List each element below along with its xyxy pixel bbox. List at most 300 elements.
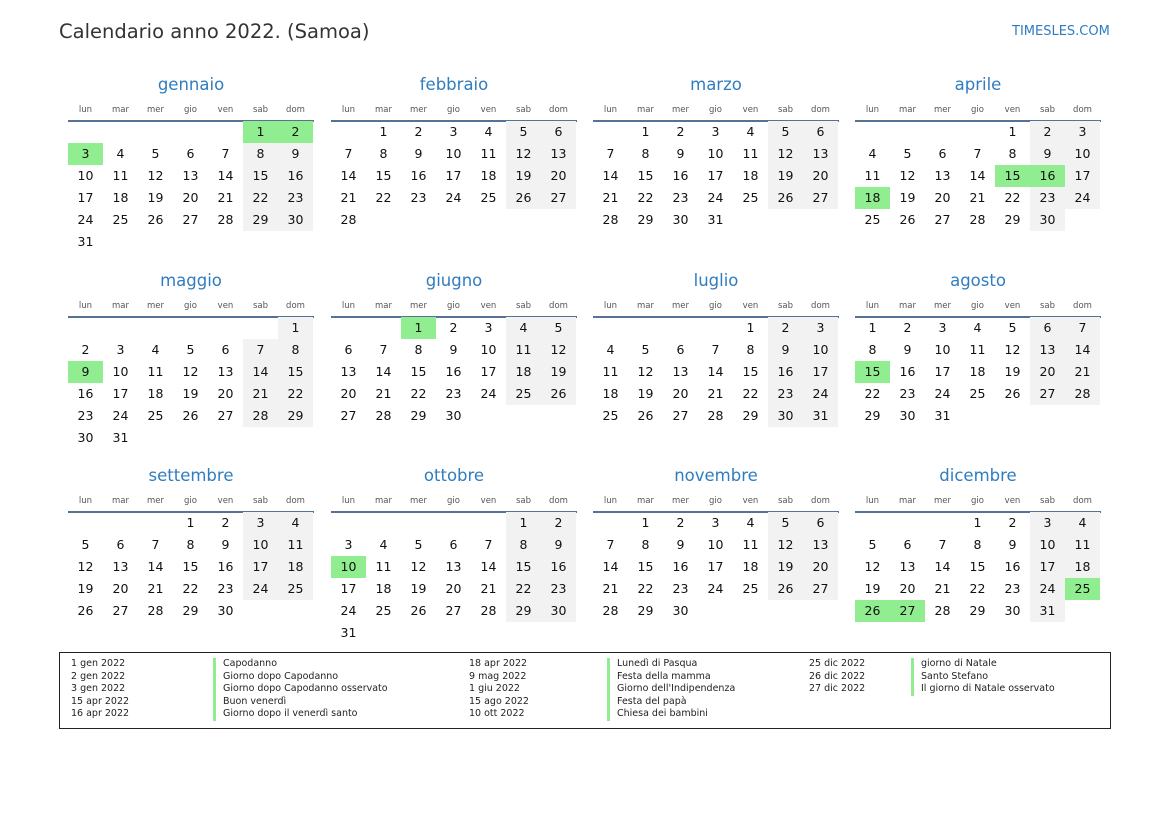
day-cell: 30 xyxy=(77,430,94,445)
day-cell: 12 xyxy=(768,143,803,165)
day-cell: 11 xyxy=(969,342,986,357)
holiday-legend xyxy=(59,652,1111,729)
weekday-label: dom xyxy=(811,301,830,311)
day-cell: 18 xyxy=(506,361,541,383)
weekday-label: dom xyxy=(549,105,568,115)
day-cell: 31 xyxy=(340,625,357,640)
day-cell: 7 xyxy=(151,537,160,552)
day-cell: 9 xyxy=(541,534,576,556)
weekday-label: mer xyxy=(146,105,164,115)
day-cell: 30 xyxy=(1004,603,1021,618)
day-cell: 18 xyxy=(112,190,129,205)
day-cell: 18 xyxy=(969,364,986,379)
day-cell: 13 xyxy=(934,168,951,183)
day-cell: 8 xyxy=(973,537,982,552)
weekday-label: mar xyxy=(637,496,654,506)
day-cell: 16 xyxy=(278,165,313,187)
weekday-label: sab xyxy=(515,105,532,115)
day-cell: 17 xyxy=(480,364,497,379)
weekday-label: ven xyxy=(742,301,759,311)
day-cell: 24 xyxy=(445,190,462,205)
day-cell: 17 xyxy=(1030,556,1065,578)
day-cell: 19 xyxy=(864,581,881,596)
site-link[interactable]: TIMESLES.COM xyxy=(1012,24,1110,39)
weekday-header xyxy=(855,105,1101,117)
day-cell: 5 xyxy=(1008,320,1017,335)
weekday-label: dom xyxy=(549,301,568,311)
day-cell: 30 xyxy=(1030,209,1065,231)
day-cell: 29 xyxy=(742,408,759,423)
holiday-day-cell: 10 xyxy=(331,556,366,578)
day-cell: 4 xyxy=(484,124,493,139)
weekday-label: dom xyxy=(1073,496,1092,506)
weekday-header xyxy=(593,301,839,313)
day-cell: 10 xyxy=(480,342,497,357)
day-cell: 8 xyxy=(414,342,423,357)
day-cell: 3 xyxy=(449,124,458,139)
weekday-label: lun xyxy=(341,496,356,506)
day-cell: 1 xyxy=(746,320,755,335)
weekday-header xyxy=(331,301,577,313)
day-cell: 29 xyxy=(182,603,199,618)
weekday-label: sab xyxy=(1039,105,1056,115)
day-cell: 10 xyxy=(803,339,838,361)
weekday-label: sab xyxy=(1039,496,1056,506)
weekday-label: lun xyxy=(603,301,618,311)
day-cell: 5 xyxy=(641,342,650,357)
weekday-label: gio xyxy=(971,496,984,506)
day-cell: 14 xyxy=(934,559,951,574)
day-cell: 4 xyxy=(1065,512,1100,534)
weekday-label: mer xyxy=(933,105,951,115)
day-cell: 8 xyxy=(641,146,650,161)
day-cell: 8 xyxy=(746,342,755,357)
month-name: luglio xyxy=(693,271,739,290)
day-cell: 17 xyxy=(707,168,724,183)
day-cell: 28 xyxy=(340,212,357,227)
month-block xyxy=(593,466,839,646)
day-cell: 8 xyxy=(1008,146,1017,161)
day-cell: 16 xyxy=(899,364,916,379)
day-cell: 17 xyxy=(112,386,129,401)
day-cell: 18 xyxy=(602,386,619,401)
day-cell: 22 xyxy=(969,581,986,596)
month-block xyxy=(331,466,577,646)
month-block xyxy=(855,466,1101,646)
day-cell: 24 xyxy=(803,383,838,405)
holiday-day-cell: 1 xyxy=(401,317,436,339)
legend-holiday-name: Giorno dopo il venerdì santo xyxy=(213,708,358,721)
weekday-label: mer xyxy=(671,105,689,115)
day-cell: 11 xyxy=(375,559,392,574)
weekday-label: ven xyxy=(480,496,497,506)
day-cell: 11 xyxy=(112,168,129,183)
day-cell: 15 xyxy=(637,559,654,574)
day-cell: 3 xyxy=(116,342,125,357)
day-cell: 4 xyxy=(116,146,125,161)
month-name: agosto xyxy=(950,271,1006,290)
day-cell: 24 xyxy=(934,386,951,401)
day-cell: 16 xyxy=(672,168,689,183)
day-cell: 12 xyxy=(77,559,94,574)
day-cell: 30 xyxy=(278,209,313,231)
holiday-day-cell: 15 xyxy=(995,165,1030,187)
day-cell: 5 xyxy=(868,537,877,552)
day-cell: 24 xyxy=(1065,187,1100,209)
day-cell: 26 xyxy=(899,212,916,227)
day-cell: 12 xyxy=(541,339,576,361)
weekday-label: ven xyxy=(480,105,497,115)
day-cell: 3 xyxy=(1065,121,1100,143)
legend-holiday-name: Giorno dopo Capodanno xyxy=(213,671,338,684)
day-cell: 31 xyxy=(1030,600,1065,622)
day-cell: 25 xyxy=(278,578,313,600)
holiday-day-cell: 15 xyxy=(855,361,890,383)
month-name: gennaio xyxy=(157,75,225,94)
day-cell: 11 xyxy=(480,146,497,161)
day-cell: 11 xyxy=(278,534,313,556)
legend-holiday-name: Giorno dopo Capodanno osservato xyxy=(213,683,388,696)
day-cell: 19 xyxy=(182,386,199,401)
day-cell: 23 xyxy=(445,386,462,401)
weekday-label: mar xyxy=(112,496,129,506)
day-cell: 14 xyxy=(969,168,986,183)
day-cell: 9 xyxy=(676,146,685,161)
day-cell: 20 xyxy=(340,386,357,401)
day-cell: 13 xyxy=(803,534,838,556)
day-cell: 14 xyxy=(375,364,392,379)
weekday-label: lun xyxy=(78,301,93,311)
day-cell: 20 xyxy=(541,165,576,187)
day-cell: 18 xyxy=(1065,556,1100,578)
day-cell: 21 xyxy=(707,386,724,401)
day-cell: 1 xyxy=(506,512,541,534)
day-cell: 7 xyxy=(606,146,615,161)
month-name: settembre xyxy=(148,466,234,485)
weekday-label: mar xyxy=(899,105,916,115)
day-cell: 4 xyxy=(506,317,541,339)
day-cell: 3 xyxy=(803,317,838,339)
day-cell: 28 xyxy=(707,408,724,423)
day-cell: 4 xyxy=(606,342,615,357)
legend-date: 9 mag 2022 xyxy=(469,670,527,682)
day-cell: 25 xyxy=(864,212,881,227)
month-block xyxy=(855,271,1101,451)
day-cell: 3 xyxy=(938,320,947,335)
day-cell: 10 xyxy=(77,168,94,183)
day-cell: 16 xyxy=(541,556,576,578)
day-cell: 20 xyxy=(182,190,199,205)
day-cell: 23 xyxy=(278,187,313,209)
day-cell: 23 xyxy=(672,581,689,596)
day-cell: 6 xyxy=(676,342,685,357)
day-cell: 26 xyxy=(410,603,427,618)
day-cell: 10 xyxy=(1065,143,1100,165)
day-cell: 12 xyxy=(864,559,881,574)
day-cell: 27 xyxy=(541,187,576,209)
weekday-label: gio xyxy=(709,301,722,311)
weekday-label: gio xyxy=(184,301,197,311)
day-cell: 6 xyxy=(449,537,458,552)
day-cell: 29 xyxy=(637,603,654,618)
day-cell: 23 xyxy=(77,408,94,423)
weekday-label: gio xyxy=(184,496,197,506)
day-cell: 23 xyxy=(217,581,234,596)
month-name: febbraio xyxy=(419,75,489,94)
day-cell: 16 xyxy=(77,386,94,401)
legend-date: 26 dic 2022 xyxy=(809,670,866,682)
day-cell: 7 xyxy=(243,339,278,361)
day-cell: 21 xyxy=(375,386,392,401)
day-cell: 13 xyxy=(803,143,838,165)
weekday-label: gio xyxy=(709,105,722,115)
day-cell: 29 xyxy=(506,600,541,622)
day-cell: 5 xyxy=(151,146,160,161)
day-cell: 23 xyxy=(899,386,916,401)
day-cell: 27 xyxy=(217,408,234,423)
day-cell: 26 xyxy=(147,212,164,227)
day-cell: 10 xyxy=(934,342,951,357)
legend-holiday-name: Festa della mamma xyxy=(607,671,711,684)
month-name: aprile xyxy=(954,75,1002,94)
day-cell: 2 xyxy=(414,124,423,139)
day-cell: 24 xyxy=(707,581,724,596)
weekday-label: lun xyxy=(603,496,618,506)
weekday-header xyxy=(331,496,577,508)
day-cell: 2 xyxy=(541,512,576,534)
day-cell: 29 xyxy=(864,408,881,423)
day-cell: 4 xyxy=(746,515,755,530)
day-cell: 2 xyxy=(768,317,803,339)
holiday-day-cell: 9 xyxy=(68,361,103,383)
day-cell: 15 xyxy=(182,559,199,574)
day-cell: 22 xyxy=(864,386,881,401)
day-cell: 14 xyxy=(1065,339,1100,361)
legend-holiday-name: Lunedì di Pasqua xyxy=(607,658,697,671)
day-cell: 26 xyxy=(768,578,803,600)
day-cell: 5 xyxy=(541,317,576,339)
day-cell: 2 xyxy=(449,320,458,335)
weekday-label: mar xyxy=(375,301,392,311)
holiday-day-cell: 25 xyxy=(1065,578,1100,600)
weekday-label: sab xyxy=(777,496,794,506)
day-cell: 27 xyxy=(1030,383,1065,405)
day-cell: 19 xyxy=(899,190,916,205)
day-cell: 1 xyxy=(278,317,313,339)
weekday-label: gio xyxy=(709,496,722,506)
day-cell: 22 xyxy=(375,190,392,205)
day-cell: 25 xyxy=(147,408,164,423)
day-cell: 7 xyxy=(221,146,230,161)
day-cell: 31 xyxy=(707,212,724,227)
day-cell: 23 xyxy=(672,190,689,205)
day-cell: 6 xyxy=(803,121,838,143)
day-cell: 30 xyxy=(768,405,803,427)
weekday-label: gio xyxy=(184,105,197,115)
day-cell: 28 xyxy=(934,603,951,618)
weekday-label: mar xyxy=(112,301,129,311)
day-cell: 23 xyxy=(768,383,803,405)
day-cell: 7 xyxy=(484,537,493,552)
day-cell: 14 xyxy=(480,559,497,574)
weekday-label: lun xyxy=(603,105,618,115)
day-cell: 31 xyxy=(803,405,838,427)
day-cell: 8 xyxy=(641,537,650,552)
day-cell: 1 xyxy=(379,124,388,139)
legend-date: 1 gen 2022 xyxy=(71,658,126,669)
day-cell: 4 xyxy=(973,320,982,335)
weekday-label: mer xyxy=(671,301,689,311)
weekday-label: mar xyxy=(112,105,129,115)
day-cell: 10 xyxy=(243,534,278,556)
weekday-label: mer xyxy=(409,105,427,115)
day-cell: 14 xyxy=(147,559,164,574)
day-cell: 4 xyxy=(151,342,160,357)
day-cell: 22 xyxy=(410,386,427,401)
day-cell: 3 xyxy=(711,515,720,530)
day-cell: 23 xyxy=(1030,187,1065,209)
day-cell: 2 xyxy=(1008,515,1017,530)
day-cell: 12 xyxy=(147,168,164,183)
weekday-header xyxy=(68,105,314,117)
day-cell: 8 xyxy=(243,143,278,165)
day-cell: 26 xyxy=(637,408,654,423)
weekday-label: mer xyxy=(671,496,689,506)
day-cell: 14 xyxy=(707,364,724,379)
weekday-label: sab xyxy=(252,496,269,506)
holiday-day-cell: 16 xyxy=(1030,165,1065,187)
day-cell: 17 xyxy=(934,364,951,379)
weekday-label: ven xyxy=(1004,496,1021,506)
day-cell: 9 xyxy=(676,537,685,552)
weekday-label: lun xyxy=(341,105,356,115)
day-cell: 22 xyxy=(637,581,654,596)
weekday-label: ven xyxy=(217,105,234,115)
day-cell: 23 xyxy=(1004,581,1021,596)
day-cell: 16 xyxy=(445,364,462,379)
day-cell: 20 xyxy=(672,386,689,401)
day-cell: 27 xyxy=(934,212,951,227)
day-cell: 19 xyxy=(541,361,576,383)
day-cell: 2 xyxy=(221,515,230,530)
day-cell: 9 xyxy=(1008,537,1017,552)
legend-holiday-name: Capodanno xyxy=(213,658,277,671)
weekday-label: lun xyxy=(865,496,880,506)
day-cell: 1 xyxy=(186,515,195,530)
weekday-label: mer xyxy=(933,496,951,506)
day-cell: 13 xyxy=(541,143,576,165)
month-block xyxy=(331,271,577,451)
day-cell: 16 xyxy=(217,559,234,574)
legend-date: 1 giu 2022 xyxy=(469,683,520,694)
day-cell: 18 xyxy=(742,168,759,183)
weekday-label: sab xyxy=(252,105,269,115)
day-cell: 6 xyxy=(221,342,230,357)
weekday-label: dom xyxy=(811,496,830,506)
day-cell: 3 xyxy=(1030,512,1065,534)
day-cell: 26 xyxy=(541,383,576,405)
day-cell: 25 xyxy=(506,383,541,405)
day-cell: 23 xyxy=(410,190,427,205)
day-cell: 31 xyxy=(77,234,94,249)
day-cell: 21 xyxy=(217,190,234,205)
month-name: dicembre xyxy=(939,466,1017,485)
day-cell: 25 xyxy=(742,190,759,205)
legend-date: 27 dic 2022 xyxy=(809,683,866,694)
weekday-label: mar xyxy=(375,105,392,115)
day-cell: 17 xyxy=(243,556,278,578)
day-cell: 27 xyxy=(340,408,357,423)
weekday-label: dom xyxy=(811,105,830,115)
day-cell: 6 xyxy=(903,537,912,552)
day-cell: 29 xyxy=(969,603,986,618)
day-cell: 15 xyxy=(375,168,392,183)
day-cell: 27 xyxy=(112,603,129,618)
day-cell: 1 xyxy=(868,320,877,335)
day-cell: 14 xyxy=(217,168,234,183)
day-cell: 22 xyxy=(278,383,313,405)
day-cell: 3 xyxy=(711,124,720,139)
day-cell: 17 xyxy=(340,581,357,596)
holiday-day-cell: 2 xyxy=(278,121,313,143)
weekday-label: dom xyxy=(286,496,305,506)
legend-date: 15 apr 2022 xyxy=(71,695,130,707)
day-cell: 6 xyxy=(116,537,125,552)
day-cell: 25 xyxy=(112,212,129,227)
legend-date: 3 gen 2022 xyxy=(71,683,126,694)
day-cell: 4 xyxy=(278,512,313,534)
legend-holiday-name: Giorno dell'Indipendenza xyxy=(607,683,735,696)
weekday-label: mer xyxy=(146,301,164,311)
day-cell: 11 xyxy=(864,168,881,183)
day-cell: 6 xyxy=(938,146,947,161)
day-cell: 9 xyxy=(449,342,458,357)
month-block xyxy=(68,271,314,451)
day-cell: 28 xyxy=(1065,383,1100,405)
day-cell: 10 xyxy=(112,364,129,379)
day-cell: 29 xyxy=(637,212,654,227)
legend-date: 16 apr 2022 xyxy=(71,708,130,719)
day-cell: 12 xyxy=(1004,342,1021,357)
day-cell: 6 xyxy=(803,512,838,534)
legend-holiday-name: giorno di Natale xyxy=(911,658,997,671)
day-cell: 15 xyxy=(742,364,759,379)
day-cell: 17 xyxy=(77,190,94,205)
day-cell: 3 xyxy=(344,537,353,552)
day-cell: 24 xyxy=(340,603,357,618)
weekday-label: gio xyxy=(971,105,984,115)
weekday-label: sab xyxy=(515,301,532,311)
day-cell: 12 xyxy=(182,364,199,379)
day-cell: 11 xyxy=(1065,534,1100,556)
day-cell: 24 xyxy=(480,386,497,401)
day-cell: 6 xyxy=(186,146,195,161)
day-cell: 9 xyxy=(768,339,803,361)
day-cell: 7 xyxy=(1065,317,1100,339)
day-cell: 27 xyxy=(672,408,689,423)
day-cell: 15 xyxy=(243,165,278,187)
weekday-label: dom xyxy=(286,301,305,311)
weekday-header xyxy=(855,496,1101,508)
day-cell: 22 xyxy=(742,386,759,401)
day-cell: 14 xyxy=(602,559,619,574)
day-cell: 13 xyxy=(1030,339,1065,361)
legend-date: 10 ott 2022 xyxy=(469,708,525,719)
day-cell: 19 xyxy=(77,581,94,596)
month-block xyxy=(855,75,1101,255)
day-cell: 30 xyxy=(672,212,689,227)
weekday-label: mar xyxy=(375,496,392,506)
